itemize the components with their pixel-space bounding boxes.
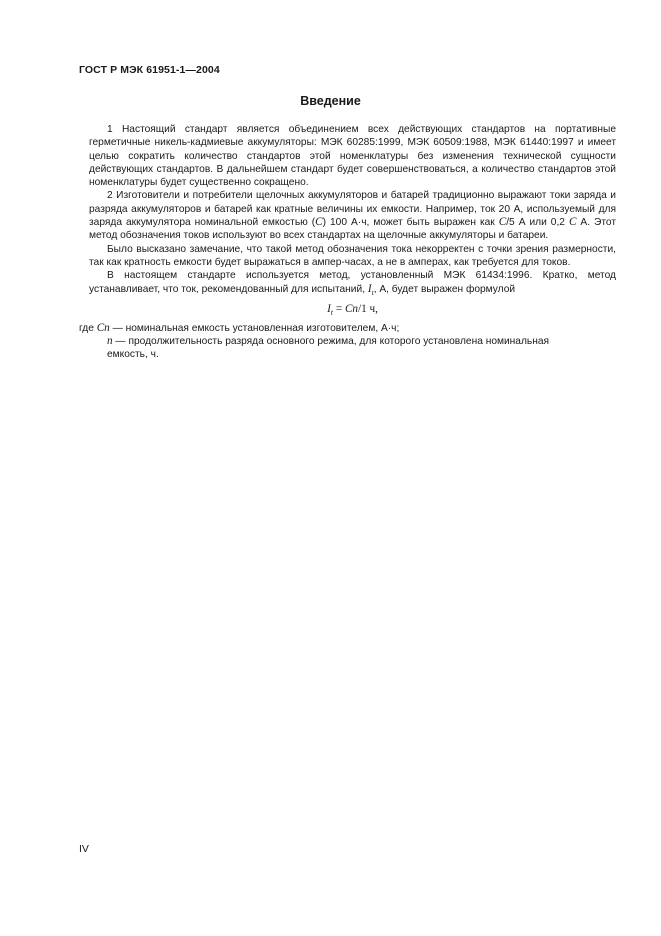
paragraph-2-text: /5 А или 0,2 — [506, 217, 569, 229]
definition-symbol: Cn — [96, 321, 110, 334]
paragraph-2 — [89, 189, 616, 242]
document-body — [79, 123, 617, 362]
definition-symbol: n — [107, 334, 113, 347]
paragraph-4-text: , А, будет выражен формулой — [373, 283, 516, 295]
formula-equals: = — [333, 303, 345, 316]
definition-lead: где — [79, 322, 97, 334]
paragraph-4 — [89, 269, 616, 299]
document-code-header: ГОСТ Р МЭК 61951-1—2004 — [79, 64, 220, 76]
paragraph-4-text: В настоящем стандарте используется метод, установленный МЭК 61434:1996. Кратко, метод устанавливает, что ток, рекомендованный для испытаний, — [89, 270, 616, 295]
paragraph-2-text: А. Этот метод обозначения токов используют во всех стандартах на щелочные аккумуляторы и батареи. — [89, 217, 617, 242]
definition-text: — номинальная емкость установленная изготовителем, А·ч; — [109, 322, 400, 334]
paragraph-2-text: ) 100 А·ч, может быть выражен как — [322, 217, 499, 229]
definition-item — [79, 322, 616, 335]
formula-rhs-rest: /1 ч, — [358, 303, 378, 316]
paragraph-2-text: 2 Изготовители и потребители щелочных аккумуляторов и батарей традиционно выражают токи заряда и разряда аккумуляторов и батарей как кратные величины их емкости. Например, ток 20 А, используемый для заряда аккумулятора номинальной емкостью ( — [89, 190, 616, 229]
capacity-symbol: C — [568, 216, 577, 229]
definition-item — [89, 335, 616, 362]
current-symbol: $I_t$ — [367, 282, 374, 297]
formula-rhs-symbol: Cn — [344, 303, 358, 316]
capacity-symbol: C — [315, 216, 323, 229]
current-formula — [89, 303, 616, 320]
paragraph-1: 1 Настоящий стандарт является объединением всех действующих стандартов на портативные герметичные никель-кадмиевые аккумуляторы: МЭК 60285:1999, МЭК 60509:1988, МЭК 61440:1997 и имеет целью сократить количество стандартов этой номенклатуры без изменения технической сущности действующих стандартов. В дальнейшем стандарт будет совершенствоваться, а количество стандартов этой номенклатуры будет существенно сокращено. — [89, 124, 616, 189]
formula-lhs: I — [327, 303, 331, 316]
section-title: Введение — [300, 94, 361, 108]
capacity-symbol: C — [498, 216, 507, 229]
definition-text: — продолжительность разряда основного режима, для которого установлена номинальная емкость, ч. — [107, 335, 550, 361]
page-number: IV — [79, 843, 89, 855]
formula-lhs-subscript: t — [330, 308, 334, 318]
paragraph-3: Было высказано замечание, что такой метод обозначения тока некорректен с точки зрения размерности, так как кратность емкости будет выражаться в ампер-часах, а не в амперах, как требуется для токов. — [89, 243, 616, 268]
symbol-definitions — [79, 321, 616, 362]
